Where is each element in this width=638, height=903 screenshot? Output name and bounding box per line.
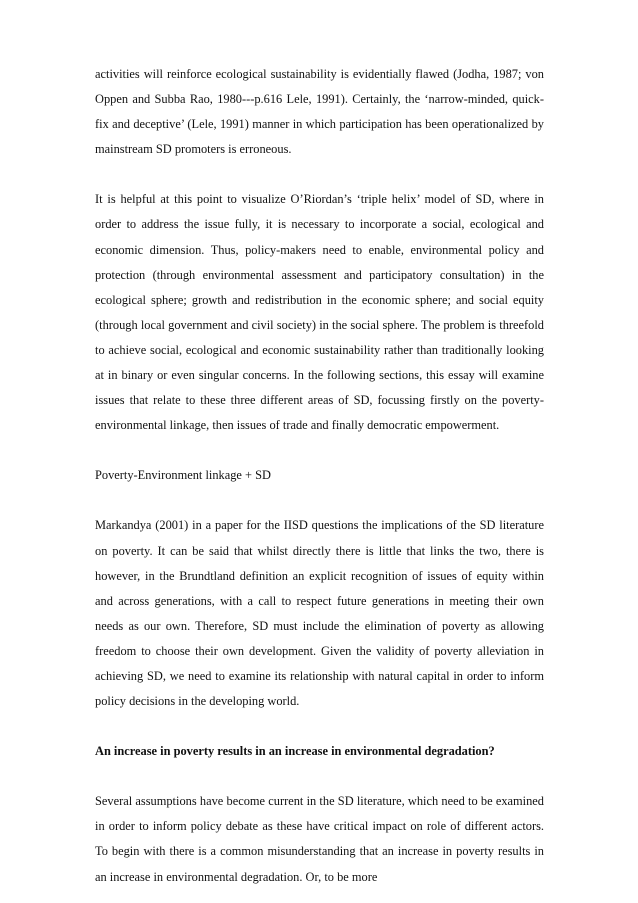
document-page — [95, 62, 544, 890]
section-heading-poverty-environment: Poverty-Environment linkage + SD — [95, 468, 271, 483]
paragraph-assumptions: Several assumptions have become current in the SD literature, which need to be examined in order to inform policy debate as these have critical impact on role of different actors. To begin with there is a common misunderstanding that an increase in poverty results in an increase in environmental degradation. Or, to be more — [95, 794, 544, 884]
paragraph-spacer — [95, 438, 544, 463]
paragraph-spacer — [95, 714, 544, 739]
paragraph-triple-helix: It is helpful at this point to visualize O’Riordan’s ‘triple helix’ model of SD, where in order to address the issue fully, it is necessary to incorporate a social, ecological and economic dimension. Thus, policy-makers need to enable, environmental policy and protection (through environmental assessment and participatory consultation) in the ecological sphere; growth and redistribution in the economic sphere; and social equity (through local government and civil society) in the social sphere. The problem is threefold to achieve social, ecological and economic sustainability rather than traditionally looking at in binary or even singular concerns. In the following sections, this essay will examine issues that relate to these three different areas of SD, focussing firstly on the poverty-environmental linkage, then issues of trade and finally democratic empowerment. — [95, 192, 544, 433]
paragraph-spacer — [95, 162, 544, 187]
paragraph-spacer — [95, 488, 544, 513]
paragraph-participation: activities will reinforce ecological sustainability is evidentially flawed (Jodha, 1987; von Oppen and Subba Rao, 1980---p.616 Lele, 1991). Certainly, the ‘narrow-minded, quick-fix and deceptive’ (Lele, 1991) manner in which participation has been operationalized by mainstream SD promoters is erroneous. — [95, 67, 544, 157]
section-heading-poverty-degradation: An increase in poverty results in an increase in environmental degradation? — [95, 744, 495, 759]
paragraph-spacer — [95, 764, 544, 789]
paragraph-markandya: Markandya (2001) in a paper for the IISD questions the implications of the SD literature on poverty. It can be said that whilst directly there is little that links the two, there is however, in the Brundtland definition an explicit recognition of issues of equity within and across generations, with a call to respect future generations in meeting their own needs as our own. Therefore, SD must include the elimination of poverty as allowing freedom to choose their own development. Given the validity of poverty alleviation in achieving SD, we need to examine its relationship with natural capital in order to inform policy decisions in the developing world. — [95, 518, 544, 709]
